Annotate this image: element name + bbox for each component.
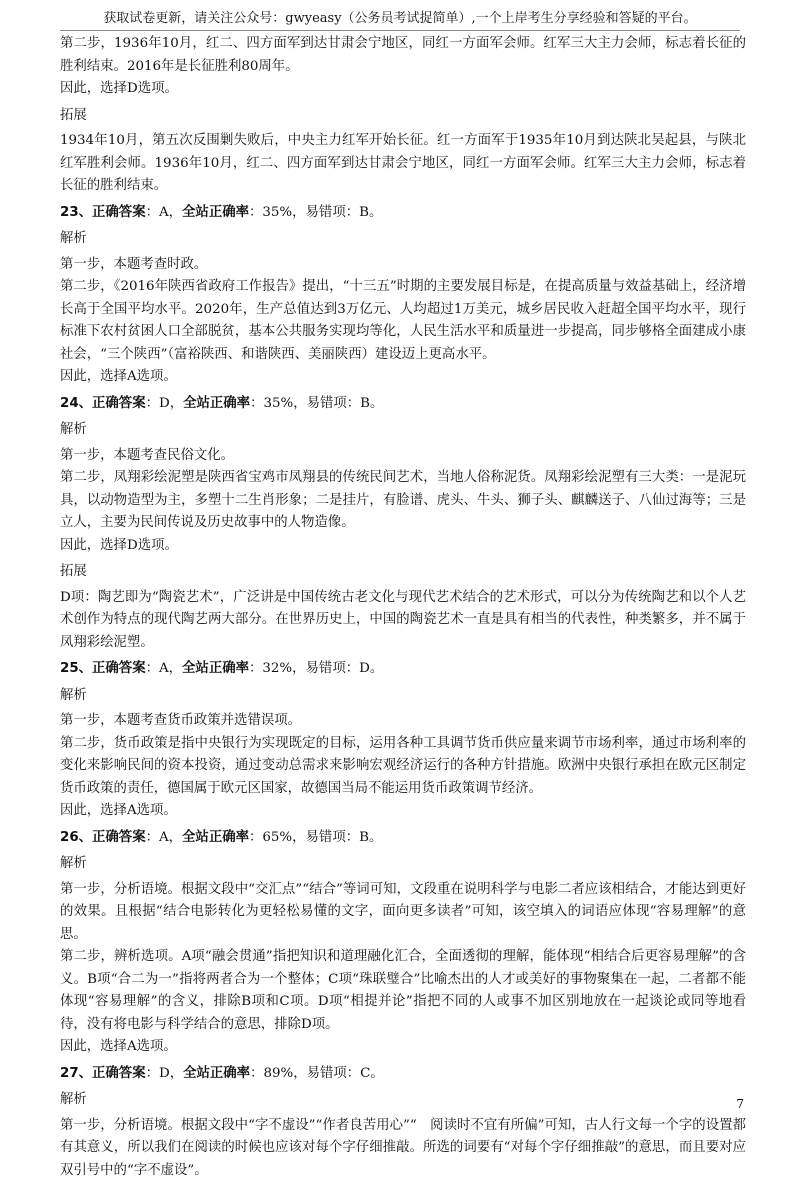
question-26 bbox=[60, 827, 746, 1059]
q26-answer-line bbox=[60, 827, 746, 850]
question-25 bbox=[60, 658, 746, 823]
q24-step1: 第一步，本题考查民俗文化。 bbox=[60, 445, 746, 468]
question-22-continued bbox=[60, 33, 746, 198]
page-content bbox=[60, 33, 746, 1182]
q25-step2: 第二步，货币政策是指中央银行为实现既定的目标，运用各种工具调节货币供应量来调节市场利率，通过市场利率的变化来影响民间的资本投资，通过变动总需求来影响宏观经济运行的各种方针措施。欧洲中央银行承担在欧元区制定货币政策的责任，德国属于欧元区国家，故德国当局不能运用货币政策调节经济。 bbox=[60, 733, 746, 801]
q25-step1: 第一步，本题考查货币政策并选错误项。 bbox=[60, 710, 746, 733]
q27-rate: ：89%，易错项：C。 bbox=[250, 1066, 384, 1081]
q27-answer: ：D， bbox=[146, 1066, 184, 1081]
q26-number: 26、 bbox=[60, 830, 92, 845]
q26-step1: 第一步，分析语境。根据文段中“交汇点”“结合”等词可知，文段重在说明科学与电影二者应该相结合，才能达到更好的效果。且根据“结合电影转化为更轻松易懂的文字，面向更多读者”可知，该空填入的词语应体现“容易理解”的意思。 bbox=[60, 879, 746, 947]
q23-conclusion: 因此，选择A选项。 bbox=[60, 366, 746, 389]
q25-analysis-label: 解析 bbox=[60, 685, 746, 708]
q23-rate-label: 全站正确率 bbox=[182, 205, 249, 220]
q24-number: 24、 bbox=[60, 396, 92, 411]
q26-answer: ：A， bbox=[146, 830, 182, 845]
q25-rate: ：32%，易错项：D。 bbox=[249, 661, 383, 676]
q25-number: 25、 bbox=[60, 661, 92, 676]
q27-answer-line bbox=[60, 1063, 746, 1086]
q22-step2: 第二步，1936年10月，红二、四方面军到达甘肃会宁地区，同红一方面军会师。红军三大主力会师，标志着长征的胜利结束。2016年是长征胜利80周年。 bbox=[60, 33, 746, 78]
q26-rate-label: 全站正确率 bbox=[182, 830, 249, 845]
q27-rate-label: 全站正确率 bbox=[183, 1066, 250, 1081]
q24-conclusion: 因此，选择D选项。 bbox=[60, 535, 746, 558]
q25-rate-label: 全站正确率 bbox=[182, 661, 249, 676]
q27-analysis-label: 解析 bbox=[60, 1089, 746, 1112]
q24-rate-label: 全站正确率 bbox=[183, 396, 250, 411]
q24-answer-line bbox=[60, 393, 746, 416]
q26-correct-label: 正确答案 bbox=[92, 830, 146, 845]
q25-answer-line bbox=[60, 658, 746, 681]
page-number: 7 bbox=[736, 1096, 744, 1112]
q23-correct-label: 正确答案 bbox=[92, 205, 146, 220]
q23-analysis-label: 解析 bbox=[60, 228, 746, 251]
question-24 bbox=[60, 393, 746, 655]
q24-step2: 第二步，凤翔彩绘泥塑是陕西省宝鸡市凤翔县的传统民间艺术，当地人俗称泥货。凤翔彩绘泥塑有三大类：一是泥玩具，以动物造型为主，多塑十二生肖形象；二是挂片，有脸谱、虎头、牛头、狮子头、麒麟送子、八仙过海等；三是立人，主要为民间传说及历史故事中的人物造像。 bbox=[60, 467, 746, 535]
q22-extension-label: 拓展 bbox=[60, 105, 746, 128]
q25-conclusion: 因此，选择A选项。 bbox=[60, 800, 746, 823]
q24-analysis-label: 解析 bbox=[60, 419, 746, 442]
q22-extension-text: 1934年10月，第五次反围剿失败后，中央主力红军开始长征。红一方面军于1935年10月到达陕北吴起县，与陕北红军胜利会师。1936年10月，红二、四方面军到达甘肃会宁地区，同红一方面军会师。红军三大主力会师，标志着长征的胜利结束。 bbox=[60, 130, 746, 198]
q24-answer: ：D， bbox=[146, 396, 184, 411]
question-27 bbox=[60, 1063, 746, 1182]
q23-answer-line bbox=[60, 202, 746, 225]
q25-answer: ：A， bbox=[146, 661, 182, 676]
q26-step2: 第二步，辨析选项。A项“融会贯通”指把知识和道理融化汇合，全面透彻的理解，能体现“相结合后更容易理解”的含义。B项“合二为一”指将两者合为一个整体；C项“珠联璧合”比喻杰出的人才或美好的事物聚集在一起，二者都不能体现“容易理解”的含义，排除B项和C项。D项“相提并论”指把不同的人或事不加区别地放在一起谈论或同等地看待，没有将电影与科学结合的意思，排除D项。 bbox=[60, 946, 746, 1036]
q23-rate: ：35%，易错项：B。 bbox=[249, 205, 382, 220]
q23-answer: ：A， bbox=[146, 205, 182, 220]
q24-extension-text: D项：陶艺即为“陶瓷艺术”，广泛讲是中国传统古老文化与现代艺术结合的艺术形式，可以分为传统陶艺和以个人艺术创作为特点的现代陶艺两大部分。在世界历史上，中国的陶瓷艺术一直是具有相当的代表性，种类繁多，并不属于凤翔彩绘泥塑。 bbox=[60, 587, 746, 655]
q24-correct-label: 正确答案 bbox=[92, 396, 146, 411]
q23-number: 23、 bbox=[60, 205, 92, 220]
q26-conclusion: 因此，选择A选项。 bbox=[60, 1036, 746, 1059]
q27-number: 27、 bbox=[60, 1066, 92, 1081]
q27-correct-label: 正确答案 bbox=[92, 1066, 146, 1081]
q24-rate: ：35%，易错项：B。 bbox=[250, 396, 383, 411]
q24-extension-label: 拓展 bbox=[60, 561, 746, 584]
q23-step2: 第二步，《2016年陕西省政府工作报告》提出，“十三五”时期的主要发展目标是，在提高质量与效益基础上，经济增长高于全国平均水平。2020年，生产总值达到3万亿元、人均超过1万美元，城乡居民收入赶超全国平均水平，现行标准下农村贫困人口全部脱贫，基本公共服务实现均等化，人民生活水平和质量进一步提高，同步够格全面建成小康社会，“三个陕西”（富裕陕西、和谐陕西、美丽陕西）建设迈上更高水平。 bbox=[60, 276, 746, 366]
page-header: 获取试卷更新，请关注公众号：gwyeasy（公务员考试捉简单）,一个上岸考生分享经验和答疑的平台。 bbox=[0, 10, 800, 28]
q27-step1: 第一步，分析语境。根据文段中“字不虚设”“作者良苦用心”“ 阅读时不宜有所偏”可知，古人行文每一个字的设置都有其意义，所以我们在阅读的时候也应该对每个字仔细推敲。所选的词要有“对每个字仔细推敲”的意思，而且要对应双引号中的“字不虚设”。 bbox=[60, 1115, 746, 1182]
header-divider bbox=[60, 30, 740, 31]
question-23 bbox=[60, 202, 746, 389]
q26-rate: ：65%，易错项：B。 bbox=[249, 830, 382, 845]
q26-analysis-label: 解析 bbox=[60, 853, 746, 876]
q22-conclusion: 因此，选择D选项。 bbox=[60, 78, 746, 101]
q25-correct-label: 正确答案 bbox=[92, 661, 146, 676]
q23-step1: 第一步，本题考查时政。 bbox=[60, 254, 746, 277]
